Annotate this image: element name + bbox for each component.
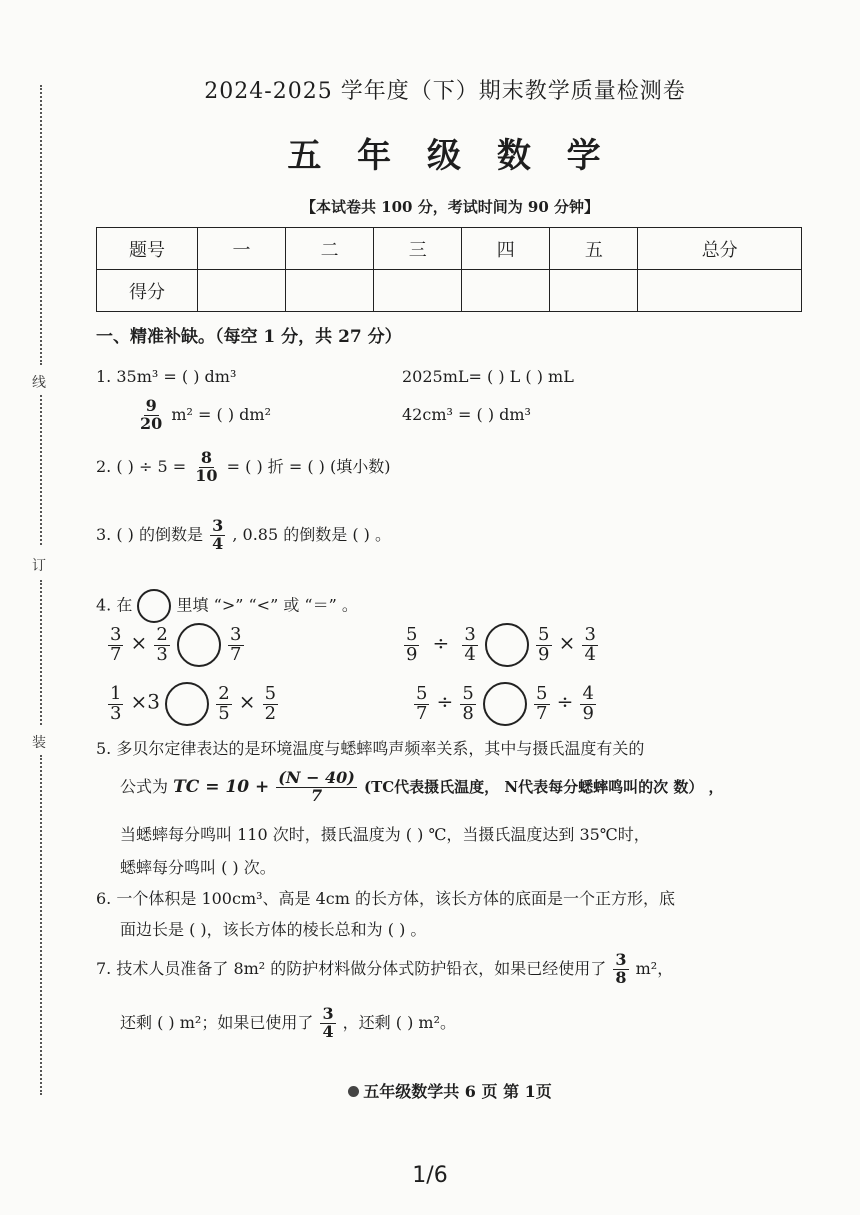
fraction: $\frac{3}{4}$ (212, 516, 224, 553)
fraction: $\frac{3}{7}$ (110, 623, 122, 665)
fraction: $\frac{5}{2}$ (264, 682, 277, 724)
fraction: $\frac{8}{10}$ (195, 448, 218, 485)
table-cell: 四 (462, 228, 550, 270)
page-number: 1/6 (412, 1163, 448, 1188)
score-input-cell[interactable] (286, 270, 374, 312)
fraction: $\frac{2}{5}$ (218, 682, 230, 724)
score-input-cell[interactable] (550, 270, 638, 312)
fraction: $\frac{4}{9}$ (582, 682, 594, 724)
circle-blank (137, 589, 171, 623)
compare-row-2-left: $\frac{1}{3}$ ×3 $\frac{2}{5}$ × $\frac{5}{2}$ (106, 682, 280, 726)
question-5-line-3: 当蟋蟀每分鸣叫 110 次时，摄氏温度为 ( ) ℃，当摄氏温度达到 35℃时， (120, 825, 650, 844)
question-5-line-1: 5. 多贝尔定律表达的是环境温度与蟋蟀鸣声频率关系，其中与摄氏温度有关的 (96, 739, 645, 758)
question-1d: 42cm³ = ( ) dm³ (402, 405, 531, 424)
question-7-line-2: 还剩 ( ) m²；如果已使用了 $\frac{3}{4}$ ，还剩 ( ) m²。 (120, 1004, 457, 1041)
compare-circle[interactable] (177, 623, 221, 667)
table-cell: 题号 (97, 228, 198, 270)
table-cell: 三 (374, 228, 462, 270)
table-cell: 得分 (97, 270, 198, 312)
score-input-cell[interactable] (462, 270, 550, 312)
score-input-cell[interactable] (374, 270, 462, 312)
bullet-dot-icon (348, 1086, 359, 1097)
exam-title: 2024-2025 学年度（下）期末教学质量检测卷 (204, 79, 686, 104)
fraction: $\frac{5}{9}$ (538, 623, 550, 665)
fraction: $\frac{5}{7}$ (536, 682, 548, 724)
question-5-line-2: 公式为 TC = 10 + $\frac{(N - 40)}{7}$ (TC代表摄氏温度， N代表每分蟋蟀鸣叫的次 数） ， (120, 768, 724, 805)
question-6-line-2: 面边长是 ( )，该长方体的棱长总和为 ( ) 。 (120, 920, 427, 939)
section-title: 一、精准补缺。（每空 1 分，共 27 分） (96, 327, 402, 347)
fraction: $\frac{3}{8}$ (615, 950, 627, 987)
binding-dotted-line (40, 580, 42, 725)
question-7-line-1: 7. 技术人员准备了 8m² 的防护材料做分体式防护铅衣，如果已经使用了 $\frac{3}{8}$ m²， (96, 950, 674, 987)
question-5-line-4: 蟋蟀每分鸣叫 ( ) 次。 (120, 858, 276, 877)
compare-circle[interactable] (165, 682, 209, 726)
fraction: $\frac{9}{20}$ (140, 396, 163, 433)
binding-dotted-line (40, 85, 42, 365)
binding-dotted-line (40, 395, 42, 545)
table-cell: 总分 (638, 228, 802, 270)
fraction: $\frac{5}{8}$ (462, 682, 474, 724)
fraction: $\frac{2}{3}$ (156, 623, 168, 665)
fraction: $\frac{5}{7}$ (416, 682, 428, 724)
fraction: $\frac{3}{4}$ (584, 623, 596, 665)
table-row (97, 270, 802, 312)
question-1c: $\frac{9}{20}$ m² = ( ) dm² (140, 396, 272, 433)
question-1a: 1. 35m³ = ( ) dm³ (96, 367, 237, 386)
question-1b: 2025mL= ( ) L ( ) mL (402, 367, 574, 386)
margin-mark-zhuang: 装 (32, 735, 46, 751)
question-4-intro: 4. 在 里填 “>” “<” 或 “＝” 。 (96, 589, 358, 623)
page-footer: 五年级数学共 6 页 第 1页 (0, 1079, 860, 1102)
compare-circle[interactable] (485, 623, 529, 667)
compare-row-1-left: $\frac{3}{7}$ × $\frac{2}{3}$ $\frac{3}{7}$ (106, 623, 246, 667)
subject-title: 五 年 级 数 学 (287, 136, 613, 176)
table-row (97, 228, 802, 270)
fraction: $\frac{3}{4}$ (322, 1004, 334, 1041)
compare-row-2-right: $\frac{5}{7}$ ÷ $\frac{5}{8}$ $\frac{5}{7}$ ÷ $\frac{4}{9}$ (412, 682, 598, 726)
table-cell: 五 (550, 228, 638, 270)
score-table (96, 227, 802, 312)
margin-mark-ding: 订 (32, 558, 46, 574)
fraction: $\frac{3}{7}$ (230, 623, 242, 665)
score-input-cell[interactable] (198, 270, 286, 312)
exam-note: 【本试卷共 100 分，考试时间为 90 分钟】 (300, 198, 600, 216)
question-6-line-1: 6. 一个体积是 100cm³、高是 4cm 的长方体，该长方体的底面是一个正方形，底 (96, 889, 676, 908)
question-2: 2. ( ) ÷ 5 = $\frac{8}{10}$ = ( ) 折 = ( ) (填小数) (96, 448, 391, 485)
fraction: $\frac{(N - 40)}{7}$ (278, 768, 355, 805)
margin-mark-xian: 线 (32, 375, 46, 391)
question-3: 3. ( ) 的倒数是 $\frac{3}{4}$ , 0.85 的倒数是 ( ) 。 (96, 516, 391, 553)
score-input-cell[interactable] (638, 270, 802, 312)
compare-row-1-right: $\frac{5}{9}$ ÷ $\frac{3}{4}$ $\frac{5}{9}$ × $\frac{3}{4}$ (402, 623, 600, 667)
table-cell: 二 (286, 228, 374, 270)
compare-circle[interactable] (483, 682, 527, 726)
binding-dotted-line (40, 755, 42, 1095)
fraction: $\frac{1}{3}$ (110, 682, 122, 724)
table-cell: 一 (198, 228, 286, 270)
fraction: $\frac{3}{4}$ (464, 623, 476, 665)
fraction: $\frac{5}{9}$ (406, 623, 418, 665)
